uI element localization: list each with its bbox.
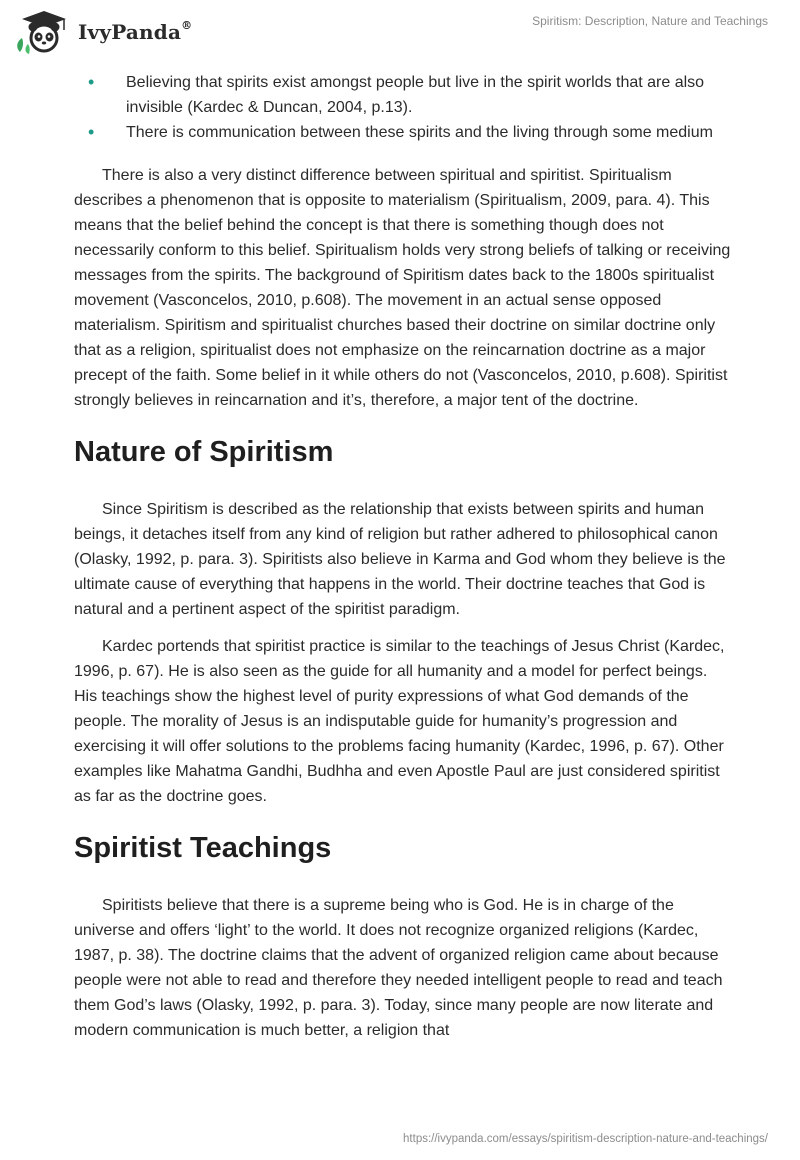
bullet-icon: • [88,72,95,92]
list-item: • Believing that spirits exist amongst people but live in the spirit worlds that are also invisible (Kardec & Duncan, 2004, p.13). [88,72,705,116]
paragraph: There is also a very distinct difference between spiritual and spiritist. Spiritualism describes a phenomenon that is opposite to materialism (Spiritualism, 2009, para. 4). This means that the belief behind the concept is that there is something though does not necessarily conform to this belief. Spiritualism holds very strong beliefs of talking or receiving messages from the spirits. The background of Spiritism dates back to the 1800s spiritualist movement (Vasconcelos, 2010, p.608). The movement in an actual sense opposed materialism. Spiritism and spiritualist churches based their doctrine on similar doctrine only that as a religion, spiritualist does not emphasize on the reincarnation doctrine as a major precept of the faith. Some belief in it while others do not (Vasconcelos, 2010, p.608). Spiritist strongly believes in reincarnation and it’s, therefore, a major tent of the doctrine. [74,167,731,409]
section-heading-nature: Nature of Spiritism [74,436,334,468]
section-heading-teachings: Spiritist Teachings [74,832,332,864]
document-title: Spiritism: Description, Nature and Teachings [532,14,768,28]
brand-name[interactable]: IvyPanda® [78,19,193,44]
bullet-list [74,70,734,145]
page-header [0,0,800,64]
ivypanda-logo-icon[interactable] [14,8,74,54]
bullet-icon: • [88,122,95,142]
source-url-link[interactable]: https://ivypanda.com/essays/spiritism-description-nature-and-teachings/ [403,1133,768,1145]
paragraph: Since Spiritism is described as the relationship that exists between spirits and human beings, it detaches itself from any kind of religion but rather adhered to philosophical canon (Olasky, 1992, p. para. 3). Spiritists also believe in Karma and God whom they believe is the ultimate cause of everything that happens in the world. Their doctrine teaches that God is natural and a pertinent aspect of the spiritist paradigm. [74,501,726,618]
essay-content [74,70,734,1055]
paragraph: Kardec portends that spiritist practice is similar to the teachings of Jesus Christ (Kardec, 1996, p. 67). He is also seen as the guide for all humanity and a model for perfect beings. His teachings show the highest level of purity expressions of what God demands of the people. The morality of Jesus is an indisputable guide for humanity’s progression and exercising it will offer solutions to the problems facing humanity (Kardec, 1996, p. 67). Other examples like Mahatma Gandhi, Budhha and even Apostle Paul are just considered spiritist as far as the doctrine goes. [74,638,725,805]
paragraph: Spiritists believe that there is a supreme being who is God. He is in charge of the universe and offers ‘light’ to the world. It does not recognize organized religions (Kardec, 1987, p. 38). The doctrine claims that the advent of organized religion came about because people were not able to read and therefore they needed intelligent people to read and teach them God’s laws (Olasky, 1992, p. para. 3). Today, since many people are now literate and modern communication is much better, a religion that [74,897,723,1039]
list-item: • There is communication between these spirits and the living through some medium [74,120,734,145]
